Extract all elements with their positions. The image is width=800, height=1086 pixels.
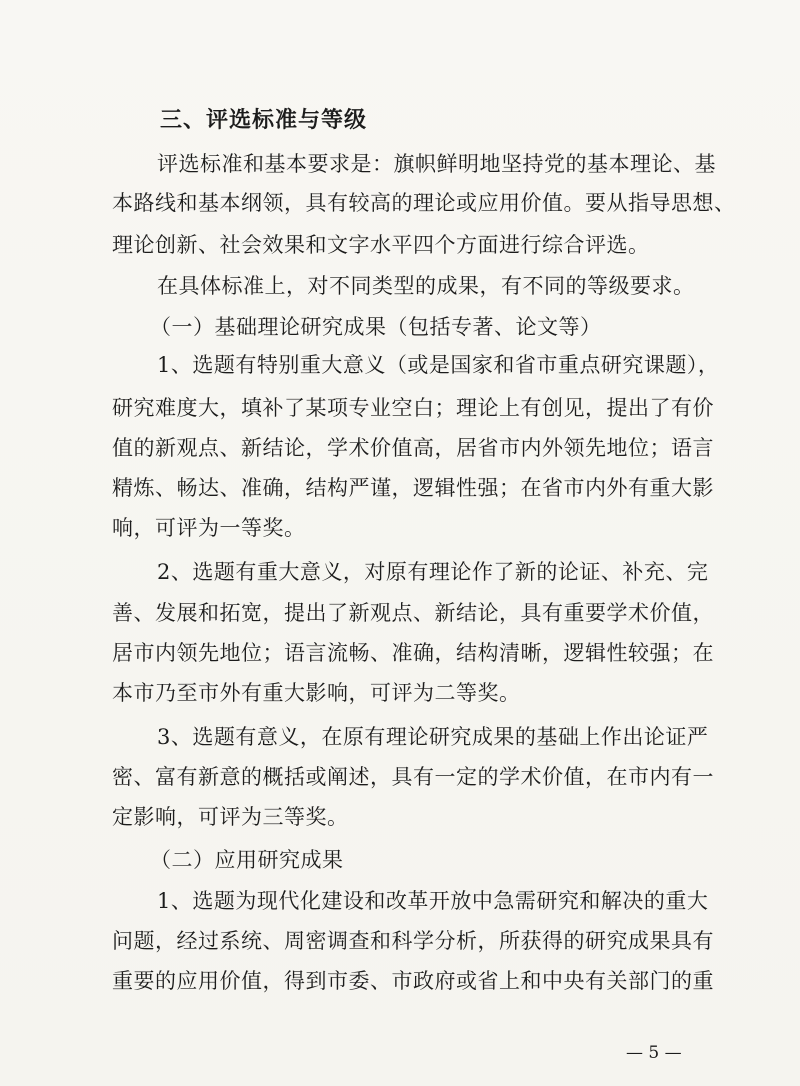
paragraph-line: 精炼、畅达、准确，结构严谨，逻辑性强；在省市内外有重大影 xyxy=(112,476,714,500)
paragraph-line: 居市内领先地位；语言流畅、准确，结构清晰，逻辑性较强；在 xyxy=(112,641,714,665)
paragraph-line: 1、选题为现代化建设和改革开放中急需研究和解决的重大 xyxy=(157,889,709,913)
paragraph-line: 理论创新、社会效果和文字水平四个方面进行综合评选。 xyxy=(112,233,650,257)
paragraph-line: 定影响，可评为三等奖。 xyxy=(112,805,349,829)
subsection-heading: （一）基础理论研究成果（包括专著、论文等） xyxy=(150,315,602,339)
section-heading: 三、评选标准与等级 xyxy=(160,107,368,133)
subsection-heading: （二）应用研究成果 xyxy=(150,848,344,872)
paragraph-line: 在具体标准上，对不同类型的成果，有不同的等级要求。 xyxy=(157,274,695,298)
paragraph-line: 值的新观点、新结论，学术价值高，居省市内外领先地位；语言 xyxy=(112,436,714,460)
paragraph-line: 密、富有新意的概括或阐述，具有一定的学术价值，在市内有一 xyxy=(112,765,714,789)
paragraph-line: 研究难度大，填补了某项专业空白；理论上有创见，提出了有价 xyxy=(112,396,714,420)
paragraph-line: 2、选题有重大意义，对原有理论作了新的论证、补充、完 xyxy=(157,560,709,584)
paragraph-line: 重要的应用价值，得到市委、市政府或省上和中央有关部门的重 xyxy=(112,969,714,993)
paragraph-line: 本路线和基本纲领，具有较高的理论或应用价值。要从指导思想、 xyxy=(112,191,736,215)
paragraph-line: 善、发展和拓宽，提出了新观点、新结论，具有重要学术价值， xyxy=(112,601,714,625)
paragraph-line: 评选标准和基本要求是：旗帜鲜明地坚持党的基本理论、基 xyxy=(157,152,716,176)
paragraph-line: 本市乃至市外有重大影响，可评为二等奖。 xyxy=(112,681,521,705)
paragraph-line: 1、选题有特别重大意义（或是国家和省市重点研究课题）， xyxy=(157,353,720,377)
paragraph-line: 响，可评为一等奖。 xyxy=(112,516,306,540)
paragraph-line: 3、选题有意义，在原有理论研究成果的基础上作出论证严 xyxy=(157,725,709,749)
paragraph-line: 问题，经过系统、周密调查和科学分析，所获得的研究成果具有 xyxy=(112,929,714,953)
page-number: — 5 — xyxy=(626,1043,682,1063)
